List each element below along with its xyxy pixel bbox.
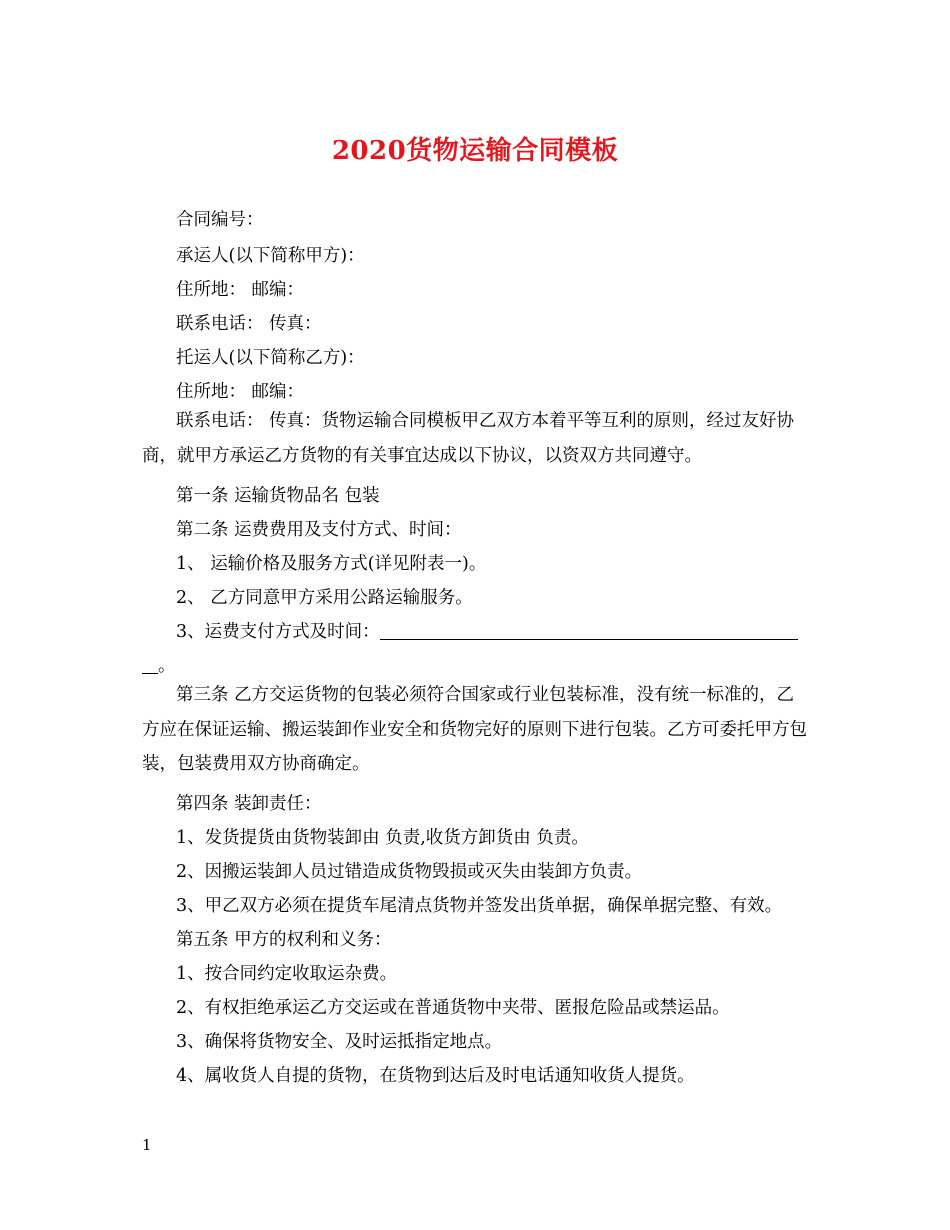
fill-in-blank-end (142, 655, 158, 674)
article-2-item-3-end-text: 。 (158, 656, 176, 676)
article-2: 第二条 运费费用及支付方式、时间： (176, 520, 462, 540)
carrier-line: 承运人(以下简称甲方)： (176, 246, 365, 266)
article-2-item-3-end (142, 654, 176, 678)
contract-number-line: 合同编号： (176, 210, 264, 230)
shipper-address-line: 住所地： 邮编： (176, 382, 305, 402)
article-2-item-1: 1、 运输价格及服务方式(详见附表一)。 (176, 554, 487, 574)
document-title: 2020货物运输合同模板 (331, 136, 619, 166)
article-4-item-2: 2、因搬运装卸人员过错造成货物毁损或灭失由装卸方负责。 (176, 862, 643, 882)
article-5-item-4: 4、属收货人自提的货物，在货物到达后及时电话通知收货人提货。 (176, 1066, 695, 1086)
article-2-item-3 (176, 620, 798, 644)
article-4-item-3: 3、甲乙双方必须在提货车尾清点货物并签发出货单据，确保单据完整、有效。 (176, 896, 783, 916)
article-1: 第一条 运输货物品名 包装 (176, 486, 380, 506)
article-5-item-3: 3、确保将货物安全、及时运抵指定地点。 (176, 1032, 503, 1052)
shipper-line: 托运人(以下简称乙方)： (176, 348, 365, 368)
article-3-text: 第三条 乙方交运货物的包装必须符合国家或行业包装标准，没有统一标准的，乙 方应在保证运输、搬运装卸作业安全和货物完好的原则下进行包装。乙方可委托甲方包装，包装费用双方协商确定。 (142, 685, 807, 774)
carrier-address-line: 住所地： 邮编： (176, 280, 305, 300)
article-3-paragraph (142, 678, 812, 782)
page-number: 1 (142, 1136, 152, 1154)
article-5-item-1: 1、按合同约定收取运杂费。 (176, 964, 398, 984)
intro-text: 联系电话： 传真：货物运输合同模板甲乙双方本着平等互利的原则，经过友好协商，就甲方承运乙方货物的有关事宜达成以下协议，以资双方共同遵守。 (142, 411, 795, 466)
article-5-item-2: 2、有权拒绝承运乙方交运或在普通货物中夹带、匿报危险品或禁运品。 (176, 998, 730, 1018)
intro-paragraph (142, 404, 812, 473)
fill-in-blank (380, 621, 798, 640)
carrier-phone-line: 联系电话： 传真： (176, 314, 322, 334)
article-2-item-2: 2、 乙方同意甲方采用公路运输服务。 (176, 588, 473, 608)
article-4: 第四条 装卸责任： (176, 794, 322, 814)
article-5: 第五条 甲方的权利和义务： (176, 930, 392, 950)
article-2-item-3-label: 3、运费支付方式及时间： (176, 622, 380, 642)
article-4-item-1: 1、发货提货由货物装卸由 负责,收货方卸货由 负责。 (176, 828, 589, 848)
